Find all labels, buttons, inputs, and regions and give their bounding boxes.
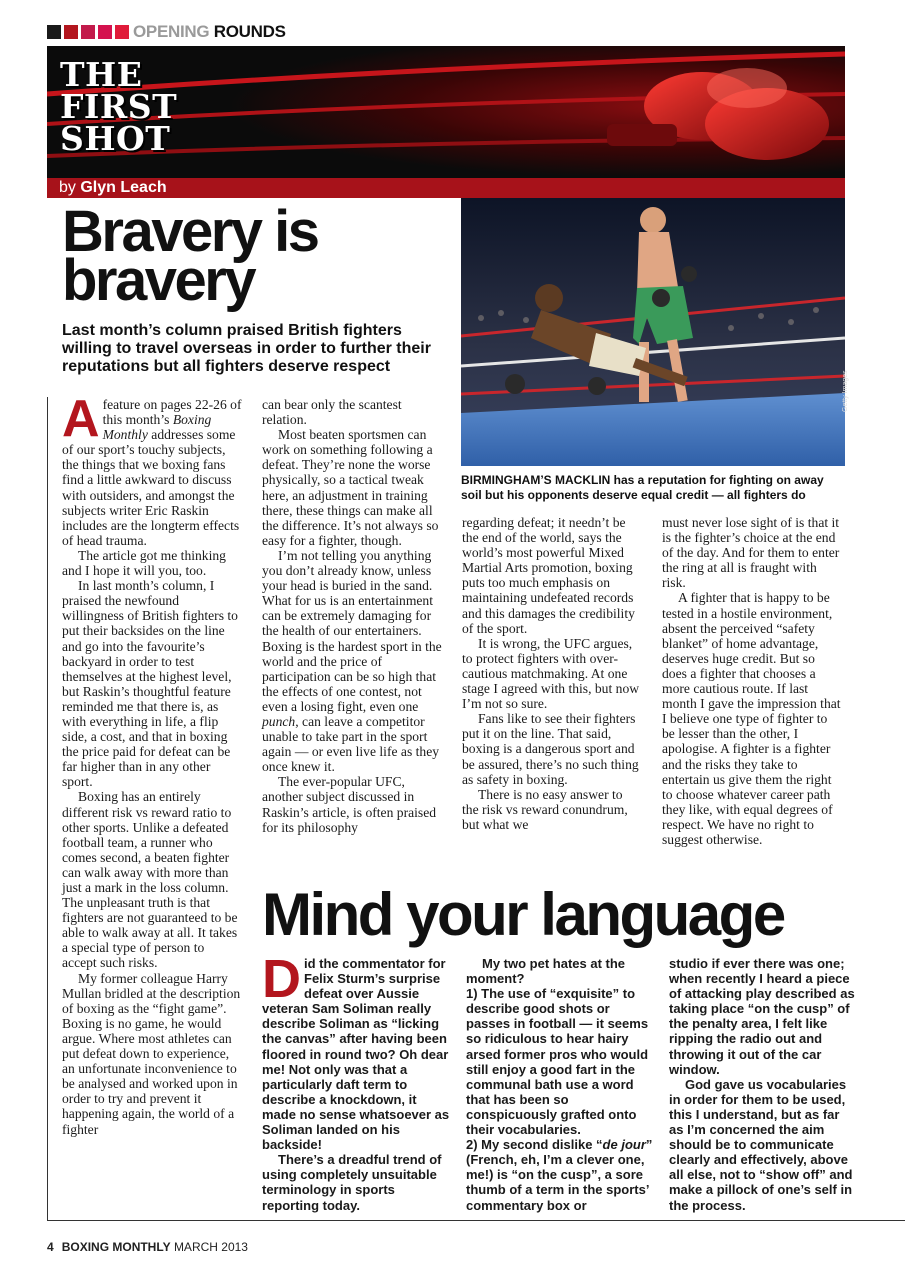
emphasis: de jour	[602, 1137, 646, 1153]
text-span: feature on pages 22-26 of this month’s	[102, 397, 242, 428]
article-paragraph: My former colleague Harry Mullan bridled at the description of boxing as the “fight game”. Boxing is no game, he would argue. Where most athletes can put defeat down to experience, an unfortunate inconvenience to be analysed and worked upon in order to try and prevent it happening again, the world of a fighter	[62, 970, 241, 1137]
byline-bar	[47, 178, 845, 198]
page-rule-left	[47, 397, 48, 1220]
article-paragraph: A fighter that is happy to be tested in a hostile environment, absent the perceived “safety blanket” of home advantage, deserves huge credit. But so does a fighter that chooses a more cautious route. If last month I gave the impression that I believe one type of fighter to be lesser than the other, I apologise. A fighter is a fighter and the risks they take to entertain us give them the right to choose whatever career path they like, with equal degrees of respect. We have no right to suggest otherwise.	[662, 590, 841, 847]
sidebar-column-2	[466, 956, 654, 1213]
article-paragraph: Boxing has an entirely different risk vs reward ratio to other sports. Unlike a defeated football team, a runner who comes second, a beaten fighter can walk away with more than just a mark in the loss column. The unpleasant truth is that fighters are not guaranteed to be able to walk away at all. It takes a special type of person to accept such risks.	[62, 789, 238, 971]
sidebar-paragraph	[262, 949, 452, 1153]
page-rule-bottom	[47, 1220, 905, 1221]
magazine-title: BOXING MONTHLY	[61, 1240, 171, 1254]
page-footer	[47, 1240, 248, 1254]
sidebar-paragraph: My two pet hates at the moment?	[466, 956, 626, 987]
headline-line: Bravery is	[62, 199, 318, 264]
drop-cap: D	[262, 949, 301, 1009]
photo-caption: BIRMINGHAM’S MACKLIN has a reputation for fighting on away soil but his opponents deserve equal credit — all fighters do	[461, 473, 824, 502]
emphasis: punch	[262, 713, 296, 729]
article-paragraph: The ever-popular UFC, another subject discussed in Raskin’s article, is often praised for its philosophy	[262, 774, 437, 835]
column-title-line: FIRST	[60, 87, 178, 126]
square-marker	[64, 25, 78, 39]
standfirst: Last month’s column praised British fighters willing to travel overseas in order to further their reputations but all fighters deserve respect	[62, 322, 431, 375]
sidebar-paragraph	[466, 1137, 654, 1212]
square-marker	[115, 25, 129, 39]
section-label	[133, 22, 286, 42]
article-paragraph: There is no easy answer to the risk vs reward conundrum, but what we	[462, 786, 628, 832]
article-column-1	[62, 390, 242, 1137]
article-paragraph: Most beaten sportsmen can work on something following a defeat. They’re none the worse physically, so a tactical tweak here, an adjustment in training there, these things can make all the difference. It’s not always so easy for a fighter, though.	[262, 427, 439, 548]
text-span: 2) My second dislike “	[466, 1137, 603, 1153]
sidebar-column-3	[669, 956, 855, 1213]
issue-date: MARCH 2013	[173, 1240, 248, 1254]
square-marker	[47, 25, 61, 39]
square-marker	[98, 25, 112, 39]
section-word-rounds: ROUNDS	[213, 22, 286, 41]
sidebar-paragraph: studio if ever there was one; when recently I heard a piece of attacking play described as taking place “on the cusp” of the penalty area, I felt like ripping the radio out and throwing it out of the car window.	[669, 956, 855, 1077]
byline-prefix: by	[59, 179, 76, 196]
photo-credit: Getty Images	[842, 370, 849, 412]
text-span: , can leave a competitor unable to take part in the sport again — or even live life as they once knew it.	[262, 713, 440, 775]
headline-line: bravery	[62, 248, 255, 313]
article-paragraph: must never lose sight of is that it is the fighter’s choice at the end of the day. And for them to enter the ring at all is fraught with risk.	[662, 515, 840, 591]
byline	[59, 178, 167, 198]
text-span: addresses some of our sport’s touchy subjects, the things that we boxing fans find a little awkward to discuss with outsiders, and amongst the subjects writer Eric Raskin includes are the longterm effects of head trauma.	[62, 427, 240, 548]
column-title	[60, 55, 178, 158]
section-squares	[47, 25, 129, 39]
drop-cap: A	[62, 390, 100, 448]
column-title-line: THE	[60, 55, 143, 94]
sidebar-paragraph: 1) The use of “exquisite” to describe good shots or passes in football — it seems so ridiculous to hear hairy arsed former pros who would still enjoy a good fart in the communal bath use a word that has been so conspicuously grafted onto their vocabularies.	[466, 986, 649, 1138]
sidebar-column-1	[262, 949, 452, 1213]
article-paragraph: regarding defeat; it needn’t be the end of the world, says the world’s most powerful Mixed Martial Arts promotion, boxing puts too much emphasis on maintaining undefeated records and this damages the credibility of the sport.	[462, 515, 635, 636]
sidebar-paragraph: There’s a dreadful trend of using completely unsuitable terminology in sports reporting today.	[262, 1152, 442, 1213]
boxing-photo-image	[461, 198, 845, 466]
article-paragraph: Fans like to see their fighters put it on the line. That said, boxing is a dangerous sport and be assured, there’s no such thing as safety in boxing.	[462, 711, 639, 787]
text-span: ” (French, eh, I’m a clever one, me!) is “on the cusp”, a sore thumb of a term in the sports’ commentary box or	[466, 1137, 653, 1213]
column-title-line: SHOT	[60, 119, 171, 158]
article-photo	[461, 198, 845, 466]
sidebar-headline: Mind your language	[262, 881, 784, 948]
column-banner	[47, 46, 845, 178]
magazine-name: Boxing Monthly	[102, 412, 212, 443]
square-marker	[81, 25, 95, 39]
article-paragraph	[262, 548, 442, 774]
article-column-4	[662, 515, 842, 847]
sidebar-paragraph: God gave us vocabularies in order for them to be used, this I understand, but as far as I’m concerned the aim should be to communicate clearly and effectively, above all else, not to “show off” and make a pillock of one’s self in the process.	[669, 1076, 853, 1213]
byline-author: Glyn Leach	[80, 179, 167, 196]
text-span: id the commentator for Felix Sturm’s surprise defeat over Aussie veteran Sam Soliman really describe Soliman as “licking the canvas” after having been floored in round two? Oh dear me! Not only was that a particularly daft term to describe a knockdown, it made no sense whatsoever as Soliman landed on his backside!	[262, 956, 450, 1153]
article-paragraph: In last month’s column, I praised the newfound willingness of British fighters to put their backsides on the line and go into the favourite’s backyard in order to test themselves at the highest level, but Raskin’s thoughtful feature reminded me that there is, as with everything in life, a flip side, a cost, and that in boxing the price paid for defeat can be far higher than in any other sport.	[62, 578, 238, 790]
text-span: I’m not telling you anything you don’t already know, unless your head is buried in the sand. What for us is an entertainment can be extremely damaging for the health of our entertainers. Boxing is the hardest sport in the world and the price of participation can be so high that the effects of one contest, not even a losing fight, even one	[262, 547, 442, 714]
article-paragraph	[62, 390, 242, 548]
article-column-2	[262, 397, 442, 835]
article-paragraph: The article got me thinking and I hope it will you, too.	[62, 547, 226, 579]
article-column-3	[462, 515, 642, 832]
article-paragraph: It is wrong, the UFC argues, to protect fighters with over-cautious matchmaking. At one stage I agreed with this, but now I’m not so sure.	[462, 635, 640, 712]
page-number: 4	[47, 1240, 54, 1254]
article-paragraph: can bear only the scantest relation.	[262, 397, 402, 428]
article-headline	[62, 199, 318, 313]
section-word-opening: OPENING	[133, 22, 210, 41]
